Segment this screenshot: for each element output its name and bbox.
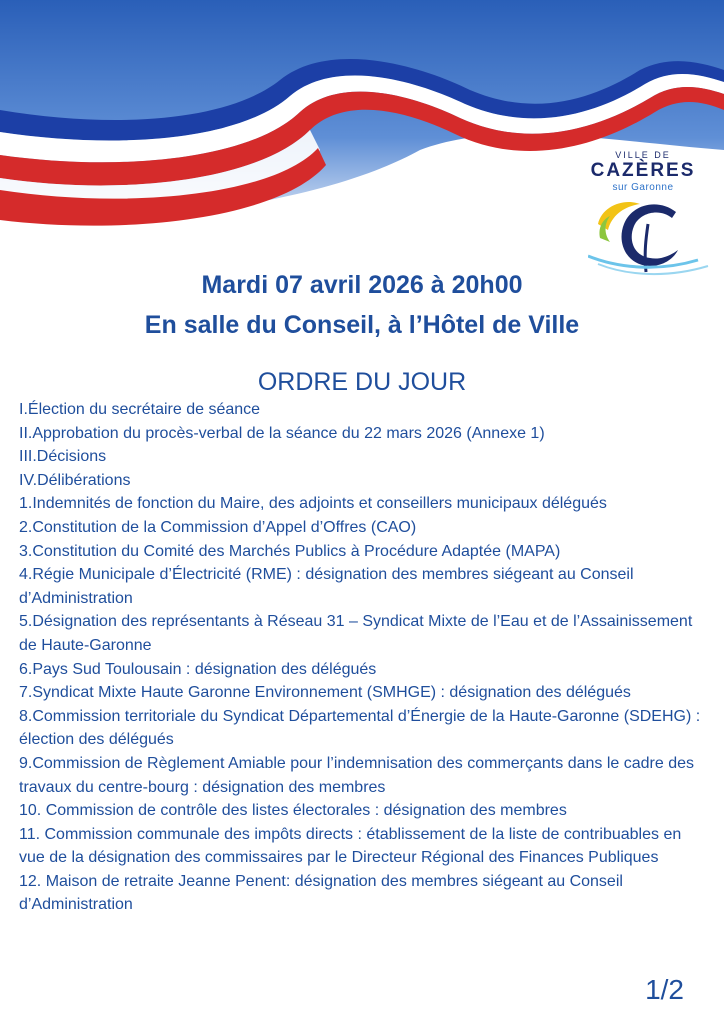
- logo-text-cazeres: CAZÈRES: [590, 160, 696, 181]
- agenda-item: IV.Délibérations: [19, 471, 131, 489]
- agenda-item: 11. Commission communale des impôts directs : établissement de la liste de contribuables en vue de la désignation des commissaires par le Directeur Régional des Finances Publiques: [19, 825, 682, 867]
- ville-cazeres-logo: [588, 140, 718, 280]
- agenda-item: 12. Maison de retraite Jeanne Penent: désignation des membres siégeant au Conseil d’Administration: [19, 872, 623, 914]
- logo-text-sur-garonne: sur Garonne: [612, 182, 674, 193]
- agenda-item: 4.Régie Municipale d’Électricité (RME) : désignation des membres siégeant au Conseil d’Administration: [19, 566, 634, 607]
- agenda-list: [19, 398, 709, 917]
- agenda-item: 8.Commission territoriale du Syndicat Départemental d’Énergie de la Haute-Garonne (SDEHG) : élection des délégués: [19, 707, 701, 749]
- agenda-item: 9.Commission de Règlement Amiable pour l’indemnisation des commerçants dans le cadre des travaux du centre-bourg : désignation des membres: [19, 754, 694, 796]
- logo-text-ville-de: VILLE DE: [615, 150, 671, 160]
- meeting-place-heading: En salle du Conseil, à l’Hôtel de Ville: [144, 311, 580, 339]
- agenda-item: 7.Syndicat Mixte Haute Garonne Environnement (SMHGE) : désignation des délégués: [19, 684, 631, 702]
- agenda-item: 1.Indemnités de fonction du Maire, des adjoints et conseillers municipaux délégués: [19, 495, 607, 513]
- agenda-item: III.Décisions: [19, 448, 107, 466]
- agenda-item: 3.Constitution du Comité des Marchés Publics à Procédure Adaptée (MAPA): [19, 542, 561, 560]
- agenda-item: 6.Pays Sud Toulousain : désignation des délégués: [19, 660, 377, 678]
- agenda-title: ORDRE DU JOUR: [257, 368, 467, 396]
- agenda-item: I.Élection du secrétaire de séance: [19, 401, 261, 418]
- agenda-item: II.Approbation du procès-verbal de la séance du 22 mars 2026 (Annexe 1): [19, 424, 545, 442]
- meeting-date-heading: Mardi 07 avril 2026 à 20h00: [201, 271, 523, 299]
- page-number: 1/2: [645, 974, 684, 1005]
- logo-emblem-icon: [588, 194, 716, 280]
- agenda-item: 10. Commission de contrôle des listes électorales : désignation des membres: [19, 802, 567, 820]
- agenda-item: 5.Désignation des représentants à Réseau 31 – Syndicat Mixte de l’Eau et de l’Assainissement de Haute-Garonne: [19, 613, 693, 654]
- agenda-item: 2.Constitution de la Commission d’Appel d’Offres (CAO): [19, 518, 417, 536]
